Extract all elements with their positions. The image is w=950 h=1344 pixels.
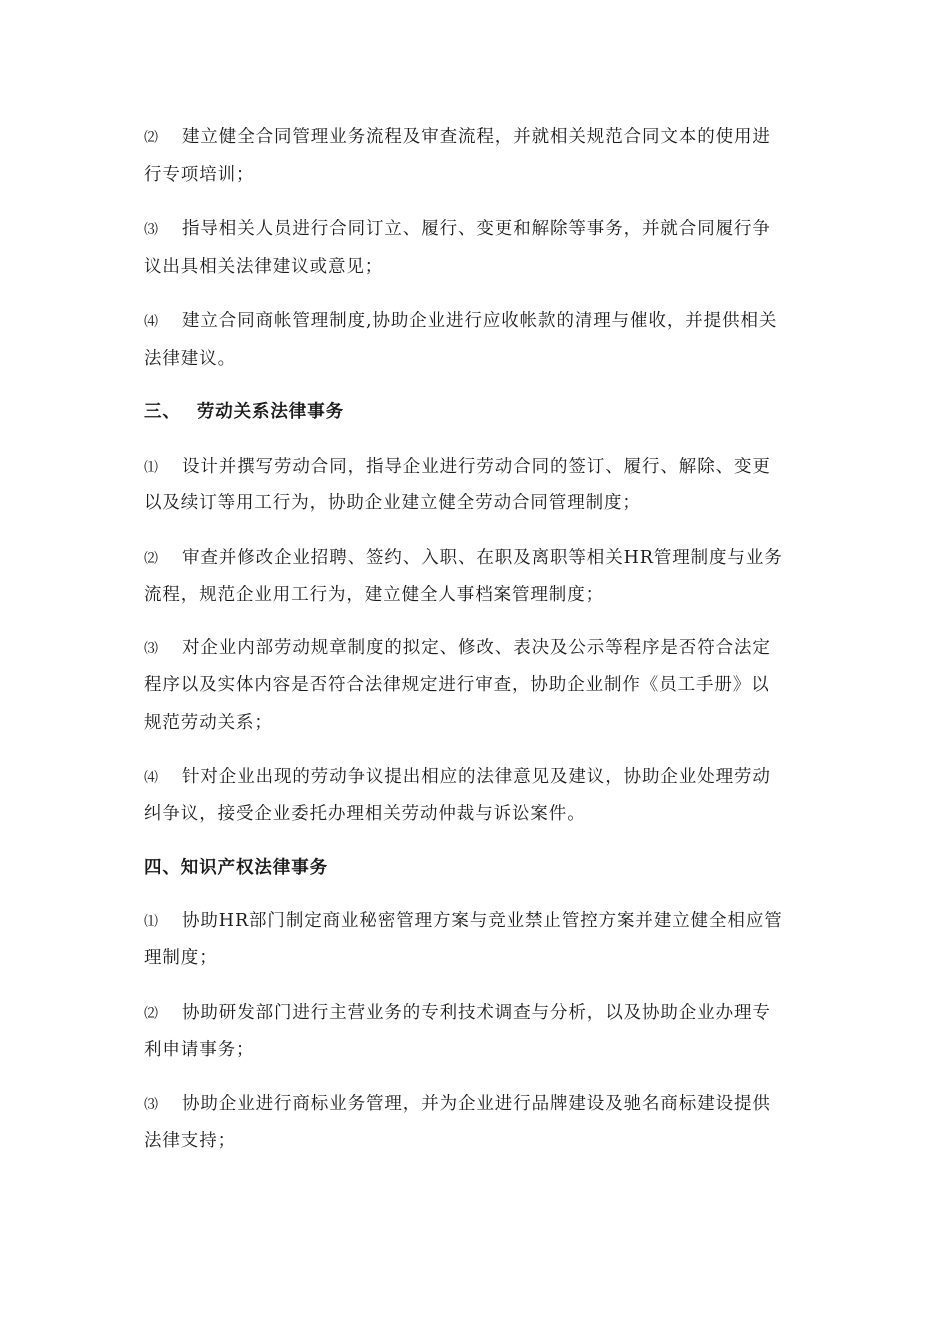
item-number: ⑷ — [144, 770, 158, 786]
item-number: ⑴ — [144, 914, 158, 930]
item-line: 议出具相关法律建议或意见； — [144, 257, 384, 277]
item-number: ⑶ — [144, 641, 158, 657]
item-line: 规范劳动关系； — [144, 713, 273, 733]
item-number: ⑵ — [144, 551, 158, 567]
item-line: 法律支持； — [144, 1131, 236, 1151]
section-heading: 四、知识产权法律事务 — [144, 858, 328, 878]
item-line: ⑴ 协助HR部门制定商业秘密管理方案与竞业禁止管控方案并建立健全相应管 — [144, 906, 783, 936]
item-number: ⑵ — [144, 1006, 158, 1022]
item-line: 利申请事务； — [144, 1040, 255, 1060]
item-line: ⑷ 建立合同商帐管理制度,协助企业进行应收帐款的清理与催收，并提供相关 — [144, 306, 777, 336]
item-line: ⑷ 针对企业出现的劳动争议提出相应的法律意见及建议，协助企业处理劳动 — [144, 762, 771, 792]
item-line: 法律建议。 — [144, 349, 236, 369]
item-number: ⑴ — [144, 460, 158, 476]
item-line: ⑵ 建立健全合同管理业务流程及审查流程，并就相关规范合同文本的使用进 — [144, 122, 771, 152]
item-line: 行专项培训； — [144, 165, 255, 185]
item-number: ⑶ — [144, 222, 158, 238]
item-number: ⑷ — [144, 314, 158, 330]
item-line: ⑶ 协助企业进行商标业务管理，并为企业进行品牌建设及驰名商标建设提供 — [144, 1089, 771, 1119]
section-heading: 三、 劳动关系法律事务 — [144, 402, 345, 422]
item-number: ⑵ — [144, 130, 158, 146]
item-line: 以及续订等用工行为，协助企业建立健全劳动合同管理制度； — [144, 493, 641, 513]
item-line: ⑶ 指导相关人员进行合同订立、履行、变更和解除等事务，并就合同履行争 — [144, 214, 771, 244]
item-line: ⑶ 对企业内部劳动规章制度的拟定、修改、表决及公示等程序是否符合法定 — [144, 633, 771, 663]
item-line: 理制度； — [144, 948, 218, 968]
item-line: ⑵ 审查并修改企业招聘、签约、入职、在职及离职等相关HR管理制度与业务 — [144, 543, 783, 573]
item-line: 纠争议，接受企业委托办理相关劳动仲裁与诉讼案件。 — [144, 804, 586, 824]
item-line: 程序以及实体内容是否符合法律规定进行审查，协助企业制作《员工手册》以 — [144, 675, 770, 695]
item-line: ⑴ 设计并撰写劳动合同，指导企业进行劳动合同的签订、履行、解除、变更 — [144, 452, 771, 482]
item-line: 流程，规范企业用工行为，建立健全人事档案管理制度； — [144, 585, 604, 605]
item-line: ⑵ 协助研发部门进行主营业务的专利技术调查与分析，以及协助企业办理专 — [144, 998, 771, 1028]
item-number: ⑶ — [144, 1097, 158, 1113]
